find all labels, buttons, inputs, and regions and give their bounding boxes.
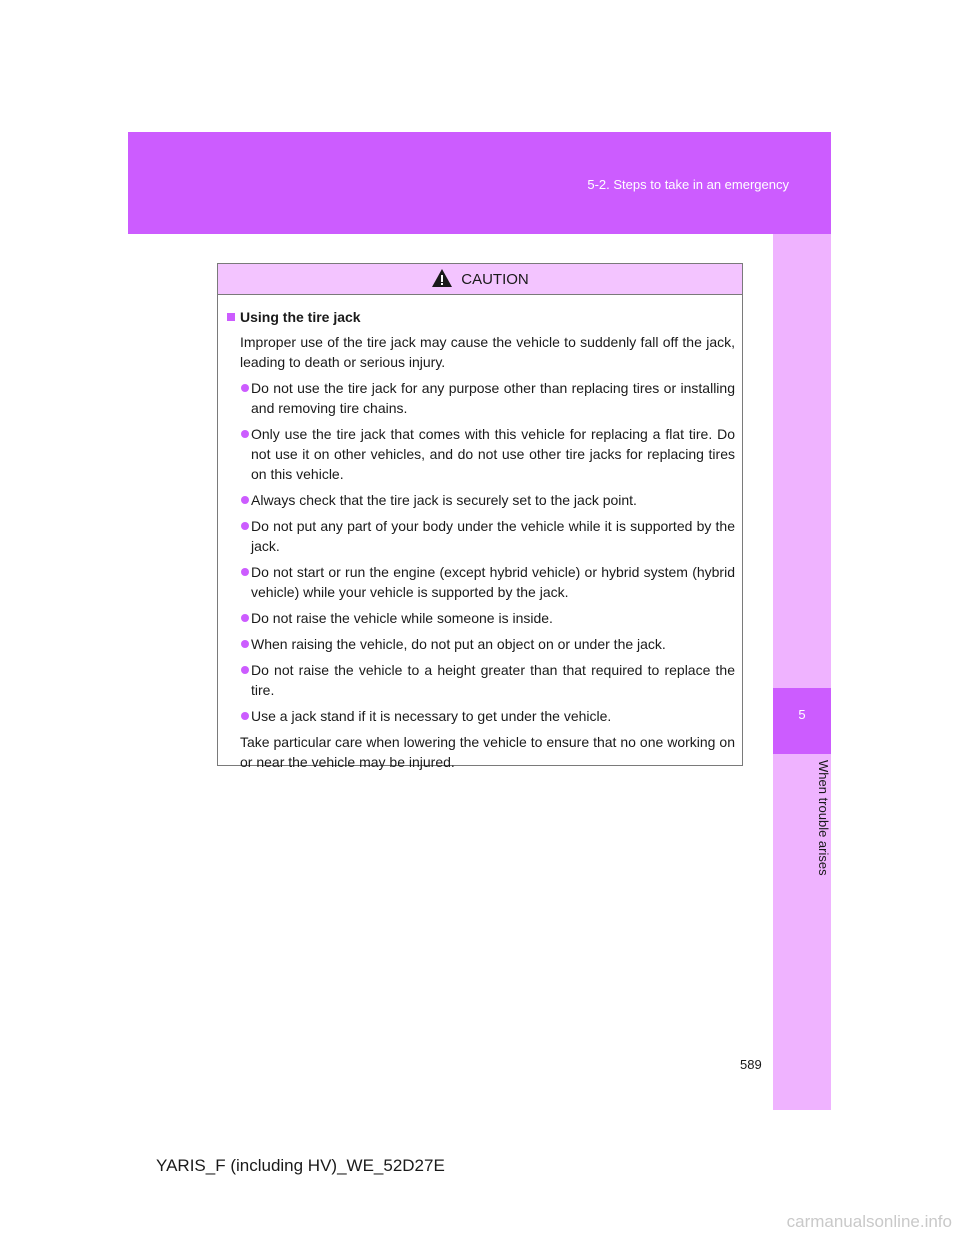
caution-topic-label: Using the tire jack (240, 309, 361, 325)
round-bullet-icon (241, 712, 249, 720)
caution-bullet-text: Do not use the tire jack for any purpose other than replacing tires or installing and removing tire chains. (251, 380, 735, 416)
section-title: 5-2. Steps to take in an emergency (587, 177, 789, 192)
caution-bullet (240, 490, 735, 510)
caution-heading: CAUTION (461, 270, 529, 288)
square-bullet-icon (227, 313, 235, 321)
round-bullet-icon (241, 568, 249, 576)
caution-bullet (240, 516, 735, 556)
caution-box (217, 263, 743, 770)
caution-bullet-text: Use a jack stand if it is necessary to get under the vehicle. (251, 708, 612, 724)
caution-bullet-text: Do not raise the vehicle to a height greater than that required to replace the tire. (251, 662, 735, 698)
caution-bullet-text: When raising the vehicle, do not put an object on or under the jack. (251, 636, 666, 652)
round-bullet-icon (241, 522, 249, 530)
caution-bullet (240, 660, 735, 700)
chapter-side-tab (773, 234, 831, 1110)
round-bullet-icon (241, 430, 249, 438)
section-header-band (128, 132, 831, 234)
caution-bullet-text: Only use the tire jack that comes with this vehicle for replacing a flat tire. Do not use it on other vehicles, and do not use other tire jacks for replacing tires on this vehicle. (251, 426, 735, 482)
caution-bullet (240, 378, 735, 418)
watermark: carmanualsonline.info (786, 1212, 952, 1231)
caution-bullet-text: Do not put any part of your body under the vehicle while it is supported by the jack. (251, 518, 735, 554)
caution-bullet-text: Do not raise the vehicle while someone is inside. (251, 610, 553, 626)
caution-intro: Improper use of the tire jack may cause the vehicle to suddenly fall off the jack, leading to death or serious injury. (240, 334, 735, 370)
caution-bullet (240, 424, 735, 484)
caution-bullet-text: Do not start or run the engine (except hybrid vehicle) or hybrid system (hybrid vehicle) while your vehicle is supported by the jack. (251, 564, 735, 600)
round-bullet-icon (241, 640, 249, 648)
chapter-number: 5 (798, 707, 806, 722)
caution-bullet (240, 706, 735, 726)
caution-bullet (240, 608, 735, 628)
round-bullet-icon (241, 384, 249, 392)
document-code: YARIS_F (including HV)_WE_52D27E (156, 1156, 445, 1175)
caution-body (218, 295, 742, 772)
round-bullet-icon (241, 666, 249, 674)
caution-bullet-text: Always check that the tire jack is securely set to the jack point. (251, 492, 637, 508)
caution-closing: Take particular care when lowering the vehicle to ensure that no one working on or near the vehicle may be injured. (240, 734, 735, 770)
caution-bullet (240, 562, 735, 602)
warning-triangle-icon (431, 268, 453, 288)
caution-topic (227, 307, 735, 327)
page-number: 589 (740, 1057, 762, 1072)
round-bullet-icon (241, 614, 249, 622)
round-bullet-icon (241, 496, 249, 504)
caution-bullet (240, 634, 735, 654)
chapter-label: When trouble arises (816, 760, 831, 876)
chapter-number-tab (773, 688, 831, 754)
caution-header (218, 264, 742, 295)
